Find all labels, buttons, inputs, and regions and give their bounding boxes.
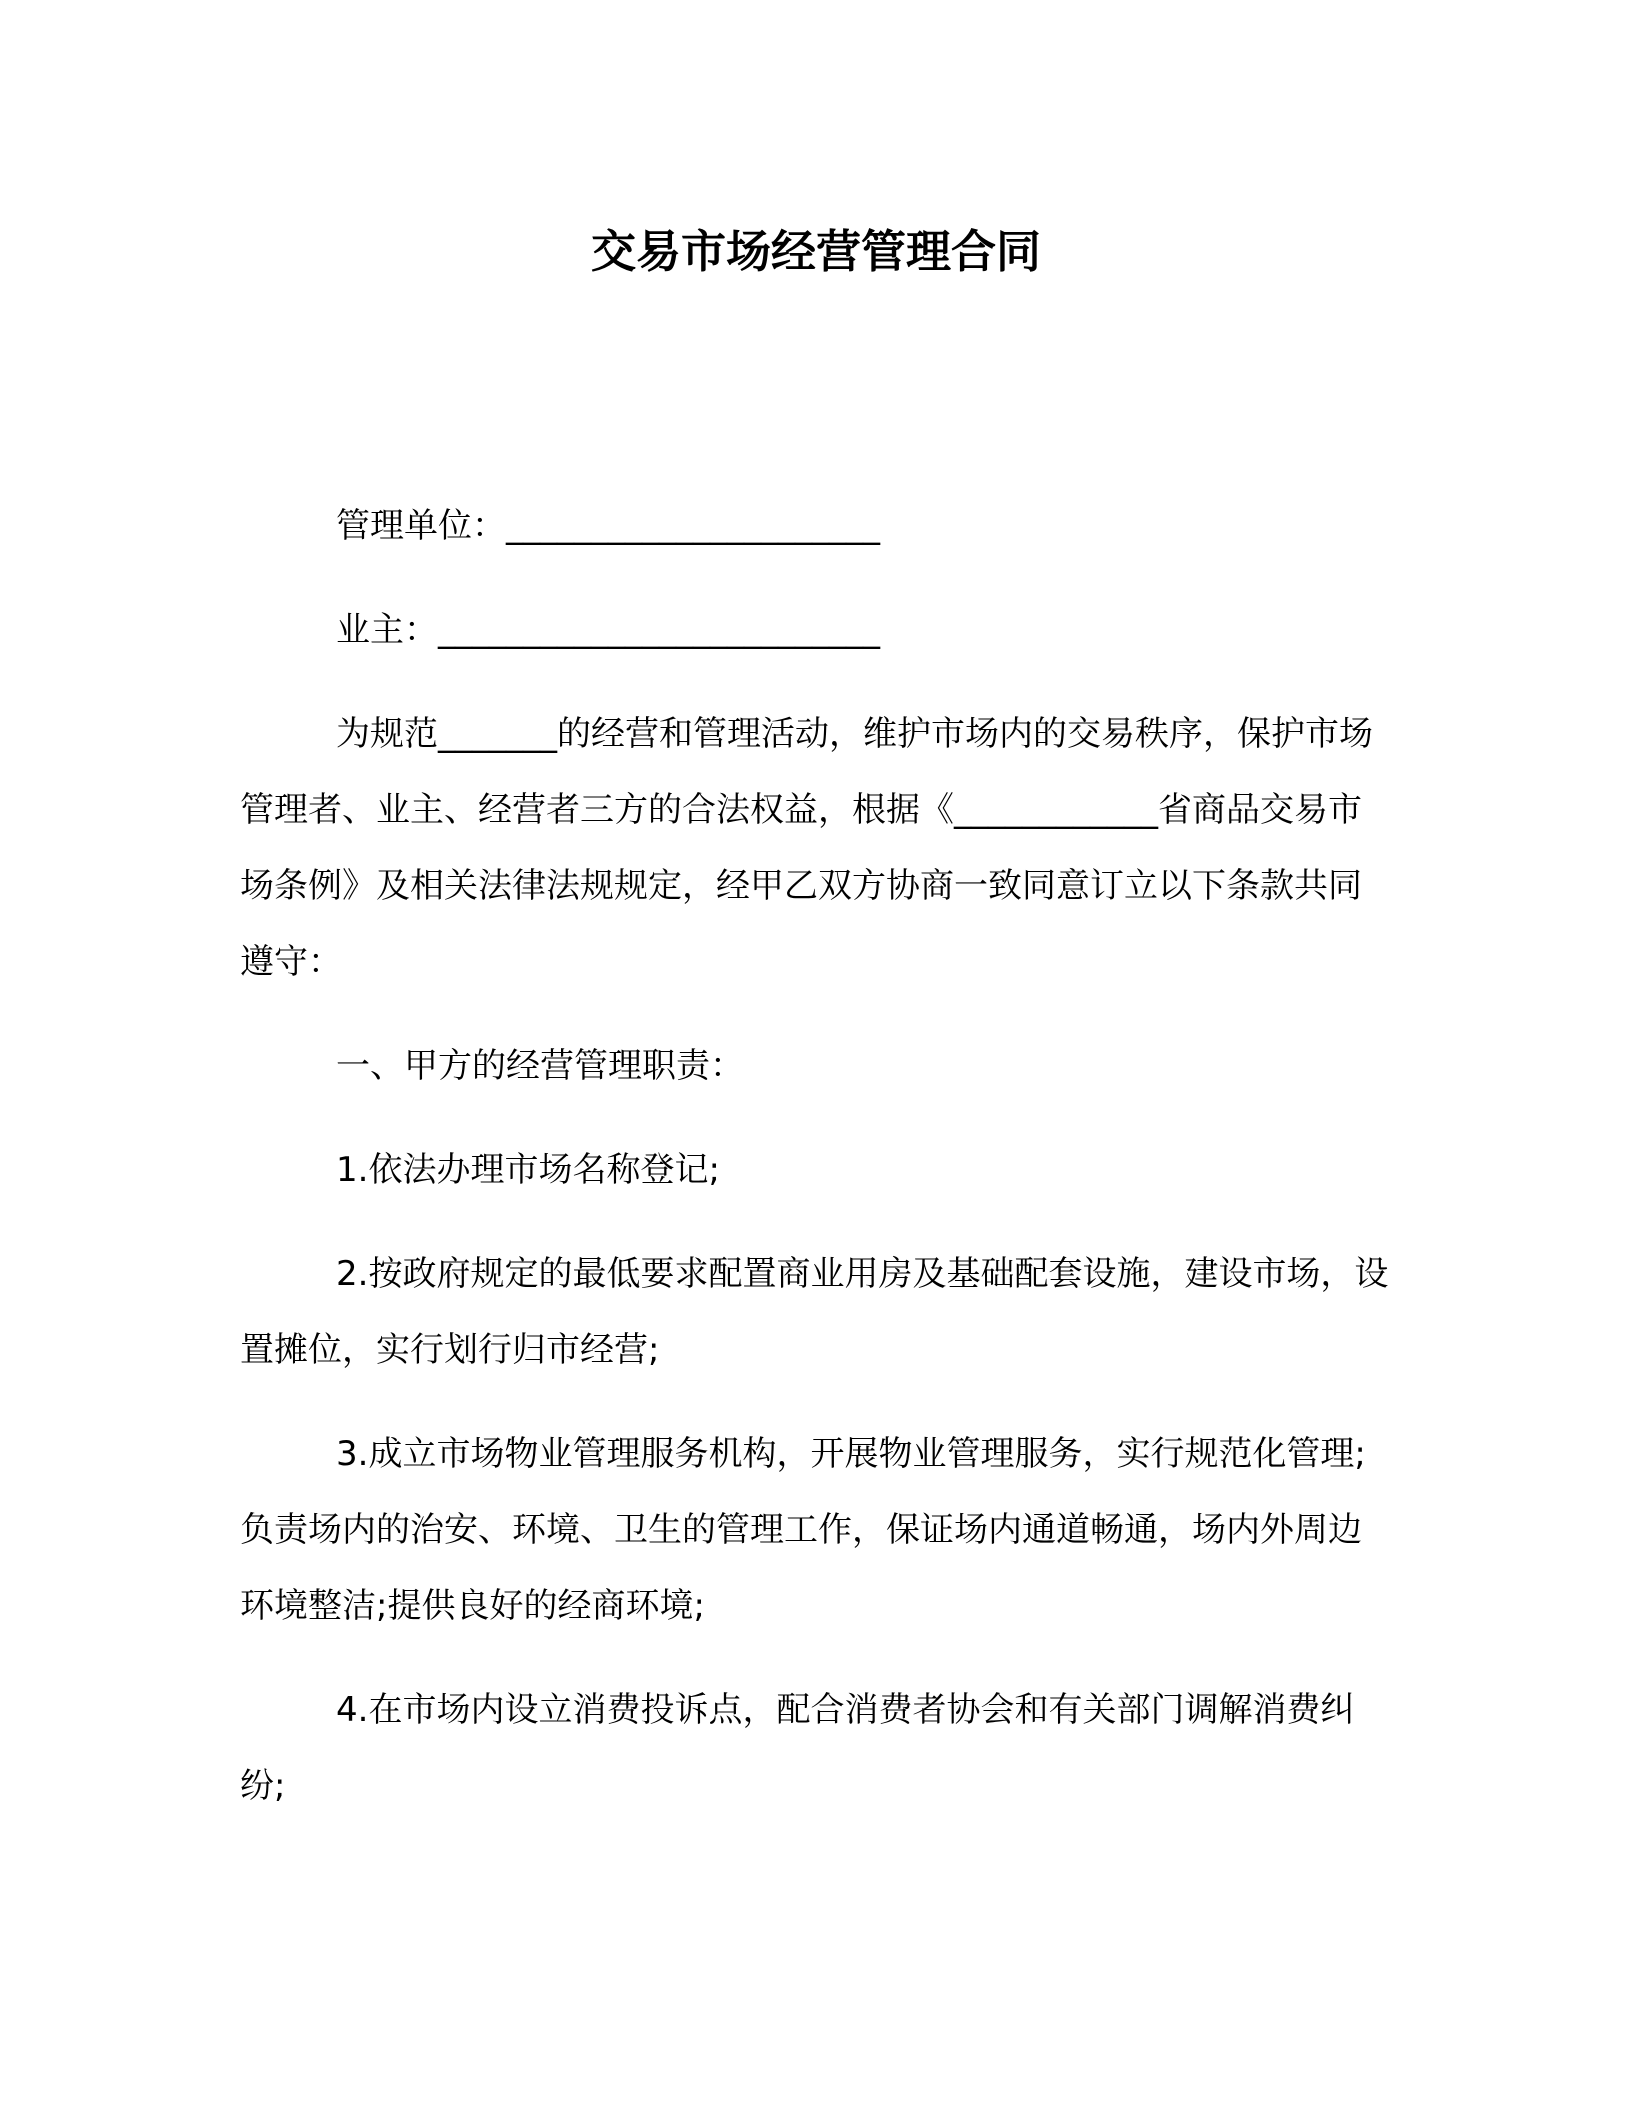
section-heading: 一、甲方的经营管理职责： xyxy=(336,1046,744,1086)
document-body xyxy=(240,488,1392,1852)
clause-1: 1.依法办理市场名称登记; xyxy=(336,1150,720,1190)
clause-3: 3.成立市场物业管理服务机构，开展物业管理服务，实行规范化管理;负责场内的治安、环境、卫生的管理工作，保证场内通道畅通，场内外周边环境整洁;提供良好的经商环境; xyxy=(240,1434,1366,1626)
clause-4: 4.在市场内设立消费投诉点，配合消费者协会和有关部门调解消费纠纷; xyxy=(240,1690,1355,1806)
owner-field: 业主：__________________________ xyxy=(336,610,880,650)
preamble-paragraph: 为规范_______的经营和管理活动，维护市场内的交易秩序，保护市场管理者、业主、经营者三方的合法权益，根据《____________省商品交易市场条例》及相关法律法规规定，经甲乙双方协商一致同意订立以下条款共同遵守： xyxy=(240,714,1373,982)
management-unit-field: 管理单位：______________________ xyxy=(336,506,880,546)
clause-2: 2.按政府规定的最低要求配置商业用房及基础配套设施，建设市场，设置摊位，实行划行归市经营; xyxy=(240,1254,1389,1370)
document-title: 交易市场经营管理合同 xyxy=(590,225,1041,278)
